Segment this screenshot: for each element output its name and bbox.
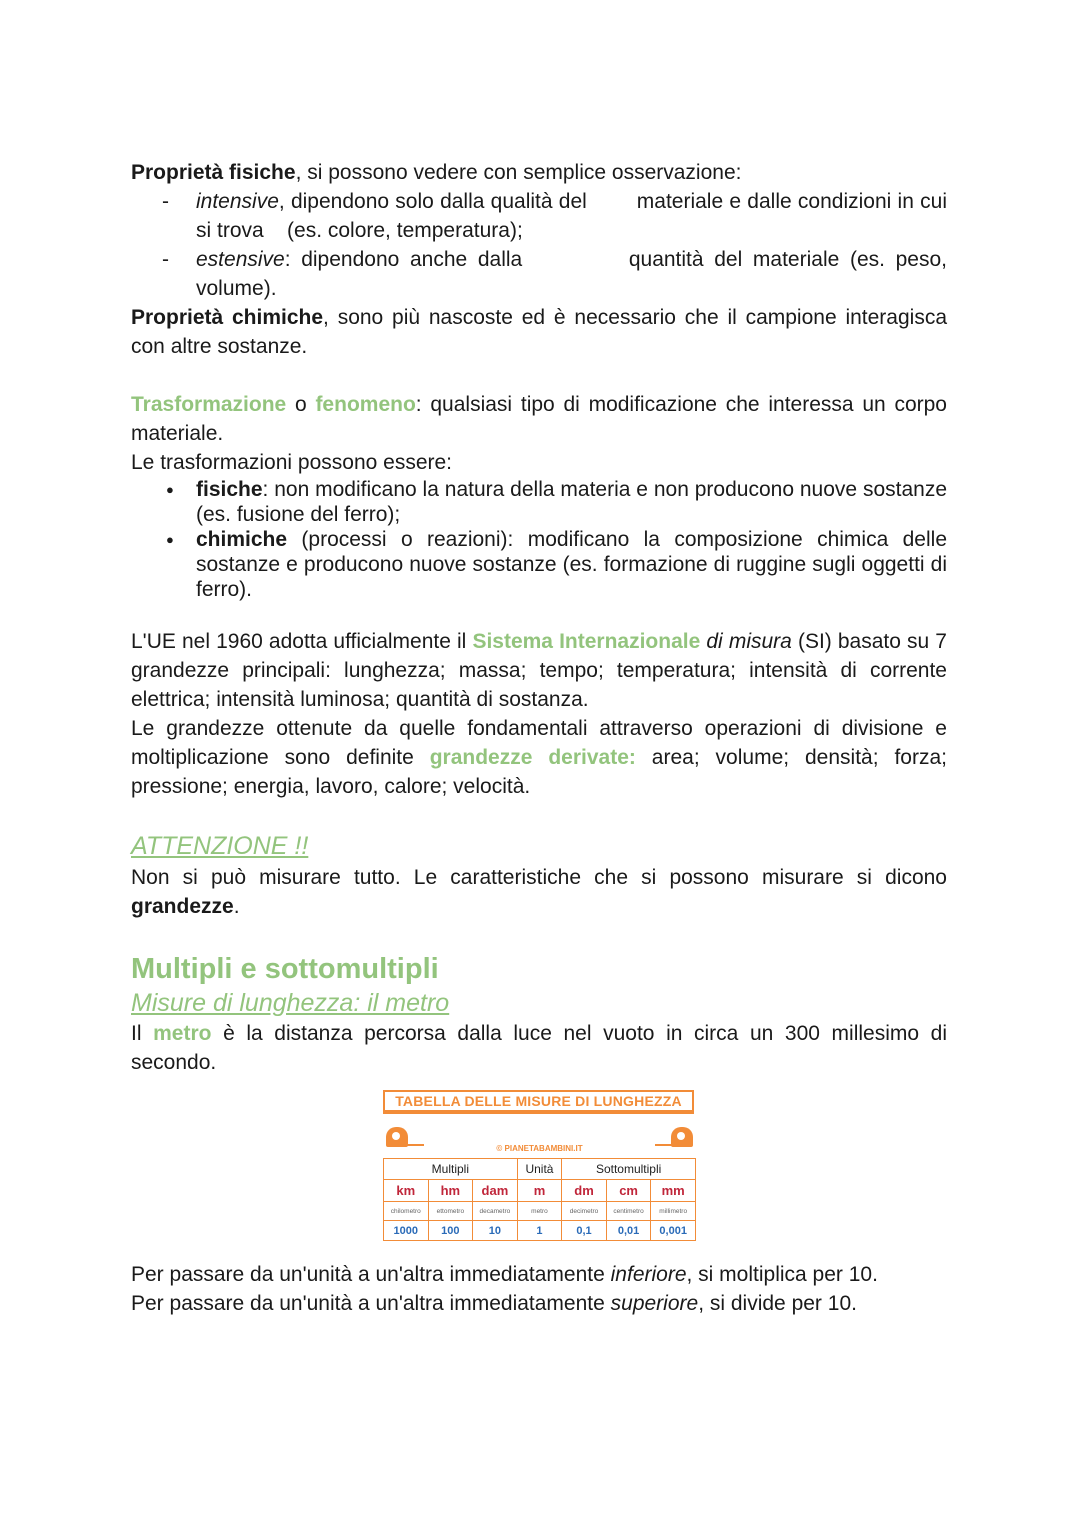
list-item: ● fisiche: non modificano la natura della materia e non producono nuove sostanze (es. fusione del ferro); — [196, 477, 947, 527]
table-title: TABELLA DELLE MISURE DI LUNGHEZZA — [383, 1090, 694, 1114]
conversion-rule-superior: Per passare da un'unità a un'altra immediatamente superiore, si divide per 10. — [131, 1292, 857, 1315]
list-item: - estensive: dipendono anche dalla quantità del materiale (es. peso, volume). — [196, 245, 947, 303]
document-body — [131, 158, 953, 1077]
table-row: Multipli Unità Sottomultipli — [384, 1159, 696, 1180]
section-subheading: Misure di lunghezza: il metro — [131, 989, 450, 1017]
physical-properties: Proprietà fisiche, si possono vedere con semplice osservazione: — [131, 161, 742, 184]
si-paragraph: L'UE nel 1960 adotta ufficialmente il Sistema Internazionale di misura (SI) basato su 7 grandezze principali: lunghezza; massa; tempo; temperatura; intensità di corrente elettrica; intensità luminosa; quantità di sostanza. — [131, 630, 947, 711]
conversion-rules — [131, 1260, 947, 1318]
list-item: - intensive, dipendono solo dalla qualità del materiale e dalle condizioni in cui si trova (es. colore, temperatura); — [196, 187, 947, 245]
chemical-properties: Proprietà chimiche, sono più nascoste ed è necessario che il campione interagisca con altre sostanze. — [131, 306, 948, 358]
attention-heading: ATTENZIONE !! — [131, 832, 309, 860]
table-credit: © PIANETABAMBINI.IT — [496, 1144, 583, 1153]
list-item: ● chimiche (processi o reazioni): modificano la composizione chimica delle sostanze e producono nuove sostanze (es. formazione di ruggine sugli oggetti di ferro). — [196, 527, 947, 602]
attention-text: Non si può misurare tutto. Le caratteristiche che si possono misurare si dicono grandezze. — [131, 866, 947, 918]
conversion-rule-inferior: Per passare da un'unità a un'altra immediatamente inferiore, si moltiplica per 10. — [131, 1263, 878, 1286]
table-row: 1000 100 10 1 0,1 0,01 0,001 — [384, 1221, 696, 1241]
derived-paragraph: Le grandezze ottenute da quelle fondamentali attraverso operazioni di divisione e moltiplicazione sono definite grandezze derivate: area; volume; densità; forza; pressione; energia, lavoro, calore; velocità. — [131, 717, 947, 798]
transformation-intro: Le trasformazioni possono essere: — [131, 451, 452, 474]
transformation-definition: Trasformazione o fenomeno: qualsiasi tipo di modificazione che interessa un corpo materiale. — [131, 393, 947, 445]
physical-properties-list — [131, 187, 953, 303]
section-heading: Multipli e sottomultipli — [131, 953, 439, 985]
length-units-table — [383, 1158, 696, 1241]
metre-definition: Il metro è la distanza percorsa dalla luce nel vuoto in circa un 300 millesimo di secondo. — [131, 1022, 947, 1074]
table-row: chilometro ettometro decametro metro decimetro centimetro millimetro — [384, 1202, 696, 1221]
table-row: km hm dam m dm cm mm — [384, 1180, 696, 1202]
transformation-list — [131, 477, 947, 602]
length-units-table-image — [383, 1090, 696, 1246]
